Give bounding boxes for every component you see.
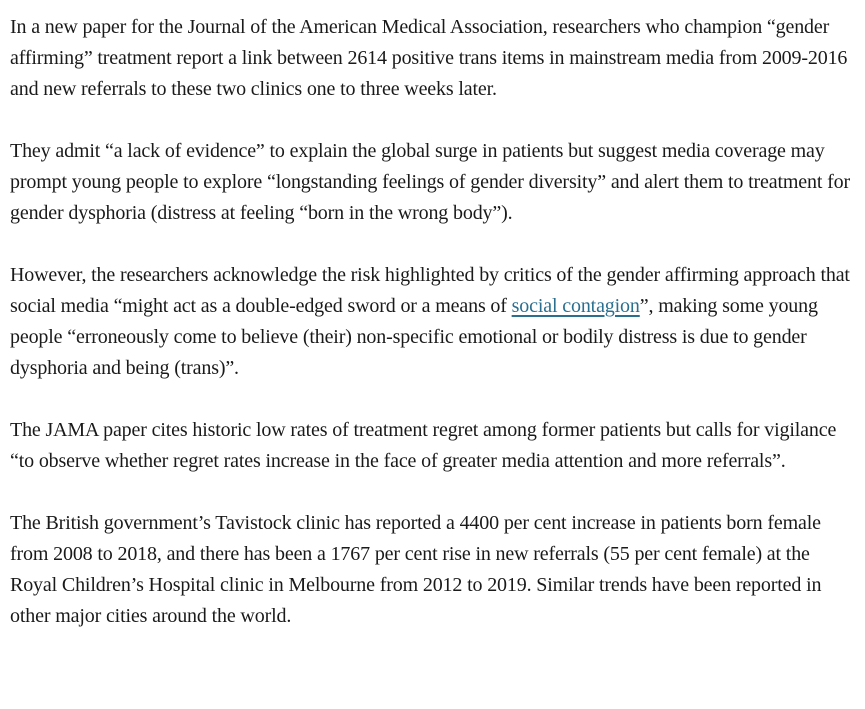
paragraph-referral-statistics: The British government’s Tavistock clinic has reported a 4400 per cent increase in patients born female from 2008 to 2018, and there has been a 1767 per cent rise in new referrals (55 per cent female) at the Royal Children’s Hospital clinic in Melbourne from 2012 to 2019. Similar trends have been reported in other major cities around the world. <box>10 512 822 627</box>
social-contagion-link[interactable]: social contagion <box>511 295 640 317</box>
paragraph-text-before-link: However, the researchers acknowledge the risk highlighted by critics of the gender affirming approach that social media “might act as a double-edged sword or a means of <box>10 264 850 317</box>
paragraph-text-after-link: ”, making some young people “erroneously come to believe (their) non-specific emotional or bodily distress is due to gender dysphoria and being (trans)”. <box>10 295 818 379</box>
paragraph-social-contagion <box>10 260 853 384</box>
paragraph-journal-study: In a new paper for the Journal of the American Medical Association, researchers who champion “gender affirming” treatment report a link between 2614 positive trans items in mainstream media from 2009-2016 and new referrals to these two clinics one to three weeks later. <box>10 16 848 100</box>
paragraph-lack-of-evidence: They admit “a lack of evidence” to explain the global surge in patients but suggest media coverage may prompt young people to explore “longstanding feelings of gender diversity” and alert them to treatment for gender dysphoria (distress at feeling “born in the wrong body”). <box>10 140 850 224</box>
article-body <box>10 12 853 632</box>
paragraph-treatment-regret: The JAMA paper cites historic low rates of treatment regret among former patients but calls for vigilance “to observe whether regret rates increase in the face of greater media attention and more referrals”. <box>10 419 837 472</box>
